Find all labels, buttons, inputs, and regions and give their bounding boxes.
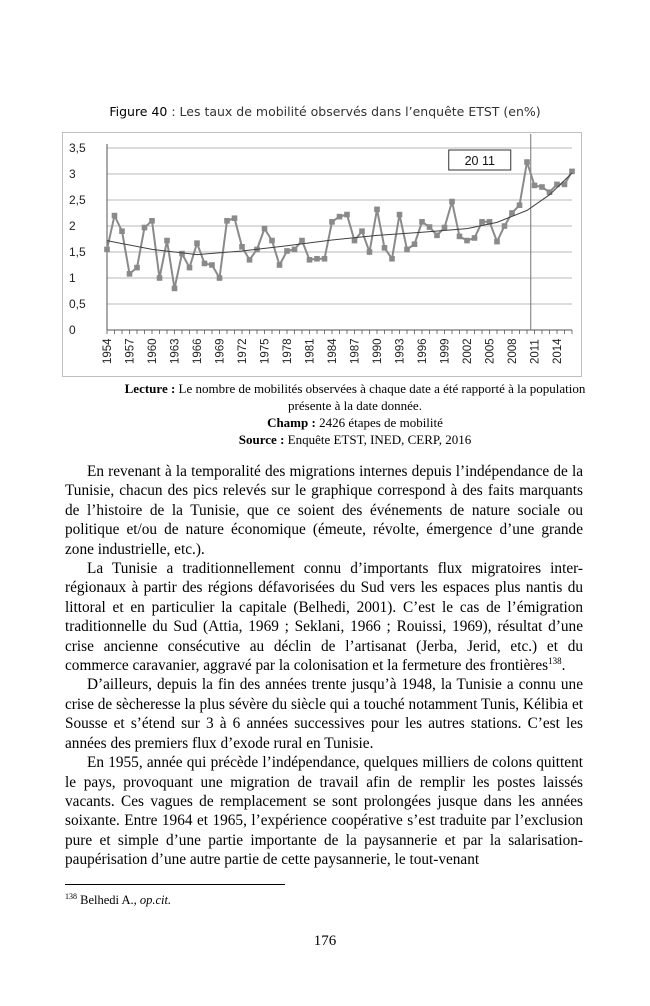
- x-tick-label: 1999: [439, 338, 452, 364]
- x-tick-label: 1972: [237, 338, 249, 364]
- x-tick-label: 1984: [327, 338, 339, 364]
- data-point: [517, 202, 523, 208]
- data-point: [127, 271, 133, 277]
- x-tick-label: 1963: [169, 338, 182, 364]
- paragraph-4: En 1955, année qui précède l’indépendance, quelques milliers de colons quittent le pays, provoquant une migration de travail afin de remplir les postes laissés vacants. Ces vagues de remplacement se sont prolongées jusque dans les années soixante. Entre 1964 et 1965, l’expérience coopérative s’est traduite par l’exclusion pure et simple d’une partie importante de la paysannerie et par la salarisation-paupérisation d’une autre partie de cette paysannerie, le tout-venant: [65, 754, 583, 869]
- x-tick-label: 2005: [484, 338, 497, 364]
- data-point: [194, 240, 200, 246]
- data-point: [322, 256, 328, 262]
- data-point: [164, 238, 170, 244]
- footnote-divider: [65, 884, 285, 885]
- data-point: [359, 228, 365, 234]
- y-tick-label: 0: [69, 323, 76, 337]
- data-point: [299, 238, 305, 244]
- data-point: [472, 235, 478, 241]
- x-tick-label: 1981: [304, 338, 317, 364]
- data-point: [307, 257, 313, 263]
- data-point: [217, 275, 223, 281]
- x-tick-label: 2002: [462, 338, 474, 364]
- y-tick-label: 0,5: [69, 297, 86, 311]
- data-point: [419, 219, 425, 225]
- paragraph-1: En revenant à la temporalité des migrations internes depuis l’indépendance de la Tunisie, chacun des pics relevés sur le graphique correspond à des faits marquants de l’histoire de la Tunisie, que ce soient des événements de nature sociale ou politique et/ou de nature économique (émeute, révolte, émergence d’une grande zone industrielle, etc.).: [65, 463, 583, 558]
- champ-text: 2426 étapes de mobilité: [315, 415, 443, 430]
- y-tick-label: 3,5: [69, 141, 86, 155]
- body-text: [65, 462, 583, 870]
- data-point: [344, 212, 350, 218]
- data-point: [134, 265, 140, 271]
- figure-caption: [0, 104, 650, 119]
- footnote-author: Belhedi A.,: [77, 893, 140, 908]
- x-tick-label: 1975: [259, 338, 272, 364]
- y-tick-label: 2: [69, 219, 76, 233]
- x-tick-label: 1987: [349, 338, 362, 364]
- lecture-label: Lecture :: [124, 381, 176, 396]
- source-text: Enquête ETST, INED, CERP, 2016: [284, 432, 472, 447]
- data-point: [352, 238, 358, 244]
- footnote-ref-text: op.cit.: [139, 893, 172, 908]
- data-point: [554, 182, 560, 188]
- data-point: [269, 238, 275, 244]
- data-point: [382, 245, 388, 251]
- champ-note: [110, 414, 600, 431]
- y-tick-label: 1,5: [69, 245, 86, 259]
- trend-line: [107, 173, 572, 255]
- paragraph-2: [65, 559, 583, 675]
- data-point: [449, 199, 455, 205]
- x-tick-label: 1993: [394, 338, 407, 364]
- x-tick-label: 2014: [552, 338, 564, 364]
- data-point: [464, 238, 470, 244]
- data-point: [524, 159, 530, 165]
- figure-label: Figure 40: [109, 104, 168, 119]
- footnote-ref-138[interactable]: 138: [548, 655, 562, 666]
- x-tick-label: 1969: [214, 338, 227, 364]
- data-point: [427, 224, 433, 230]
- data-point: [149, 218, 155, 224]
- x-tick-label: 1996: [417, 338, 429, 364]
- data-point: [247, 257, 253, 263]
- y-tick-label: 3: [69, 167, 76, 181]
- paragraph-2-end: .: [561, 657, 566, 675]
- x-tick-label: 1960: [147, 338, 159, 364]
- x-tick-label: 2008: [507, 338, 519, 364]
- data-point: [539, 184, 545, 190]
- mobility-rate-chart: [62, 132, 582, 377]
- data-point: [494, 239, 500, 245]
- data-point: [397, 212, 403, 218]
- y-tick-label: 2,5: [69, 193, 86, 207]
- data-point: [389, 256, 395, 262]
- data-point: [157, 275, 163, 281]
- data-point: [329, 219, 335, 225]
- x-tick-label: 1954: [102, 338, 114, 364]
- data-point: [262, 226, 268, 232]
- champ-label: Champ :: [267, 415, 316, 430]
- data-point: [112, 213, 118, 219]
- data-point: [239, 244, 245, 250]
- data-point: [502, 223, 508, 229]
- data-point: [412, 241, 418, 247]
- footnote-138: [65, 892, 171, 908]
- data-point: [337, 214, 343, 220]
- data-point: [224, 218, 230, 224]
- page-number: 176: [313, 933, 337, 949]
- data-point: [277, 262, 283, 268]
- source-label: Source :: [238, 432, 285, 447]
- lecture-note: [110, 380, 600, 414]
- data-point: [292, 247, 298, 253]
- data-point: [209, 262, 215, 268]
- figure-notes: [110, 380, 600, 448]
- x-tick-label: 1966: [192, 338, 204, 364]
- data-point: [367, 249, 373, 255]
- data-point: [104, 247, 110, 253]
- data-point: [314, 256, 320, 262]
- data-point: [479, 219, 485, 225]
- data-point: [232, 215, 238, 221]
- data-point: [532, 183, 538, 189]
- lecture-text: Le nombre de mobilités observées à chaque date a été rapporté à la population présente à la date donnée.: [175, 381, 586, 413]
- data-point: [442, 225, 448, 231]
- source-note: [110, 431, 600, 448]
- x-tick-label: 1978: [282, 338, 294, 364]
- y-tick-label: 1: [69, 271, 76, 285]
- paragraph-2-text: La Tunisie a traditionnellement connu d’importants flux migratoires inter-régionaux à partir des régions défavorisées du Sud vers les espaces plus nantis du littoral et en particulier la capitale (Belhedi, 2001). C’est le cas de l’émigration traditionnelle du Sud (Attia, 1969 ; Seklani, 1966 ; Rouissi, 1969), résultat d’une crise ancienne consécutive au déclin de l’artisanat (Jerba, Jerid, etc.) et du commerce caravanier, aggravé par la colonisation et la fermeture des frontières: [65, 560, 583, 675]
- data-point: [457, 234, 463, 240]
- x-tick-label: 1990: [372, 338, 384, 364]
- x-tick-label: 2011: [529, 339, 542, 364]
- data-point: [509, 210, 515, 216]
- data-point: [284, 248, 290, 254]
- data-point: [172, 286, 178, 292]
- footnote-number: 138: [65, 892, 77, 901]
- data-point: [187, 265, 193, 271]
- data-point: [142, 225, 148, 231]
- data-point: [434, 233, 440, 239]
- paragraph-3: D’ailleurs, depuis la fin des années trente jusqu’à 1948, la Tunisie a connu une crise de sècheresse la plus sévère du siècle qui a touché notamment Tunis, Kélibia et Sousse et s’étend sur 3 à 6 années successives pour les autres stations. C’est les années des premiers flux d’exode rural en Tunisie.: [65, 676, 583, 752]
- data-point: [202, 261, 208, 267]
- annotation-label: 20 11: [464, 154, 495, 168]
- data-point: [374, 207, 380, 213]
- data-point: [119, 228, 125, 234]
- x-tick-label: 1957: [124, 338, 137, 364]
- figure-caption-text: : Les taux de mobilité observés dans l’enquête ETST (en%): [167, 104, 541, 119]
- data-point: [404, 247, 410, 253]
